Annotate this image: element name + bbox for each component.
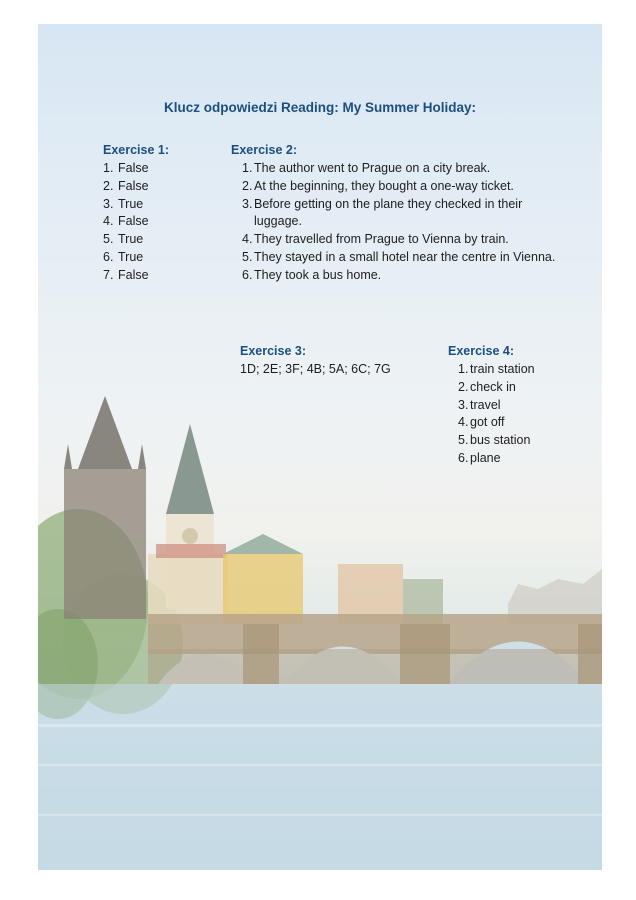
list-item: 4. got off	[458, 415, 505, 430]
exercise-3-answer: 1D; 2E; 3F; 4B; 5A; 6C; 7G	[240, 362, 391, 376]
list-item: 3. True	[103, 196, 144, 211]
list-item: 1. The author went to Prague on a city break.	[242, 161, 491, 175]
list-item: 5. True	[103, 232, 144, 247]
list-item: 5. They stayed in a small hotel near the centre in Vienna.	[242, 249, 556, 264]
list-item: 4. False	[103, 214, 149, 229]
list-item: 2. At the beginning, they bought a one-way ticket.	[242, 178, 514, 193]
list-item: 5. bus station	[458, 433, 531, 448]
list-item: 4. They travelled from Prague to Vienna by train.	[242, 232, 509, 247]
list-item: 6. They took a bus home.	[242, 267, 382, 282]
page-title: Klucz odpowiedzi Reading: My Summer Holiday:	[163, 100, 477, 115]
exercise-3-heading: Exercise 3:	[240, 344, 307, 358]
list-item: 3. Before getting on the plane they checked in their luggage.	[242, 196, 523, 229]
list-item: 6. plane	[458, 450, 501, 465]
exercise-4-heading: Exercise 4:	[448, 344, 515, 358]
worksheet-page	[38, 24, 602, 870]
list-item: 6. True	[103, 249, 144, 264]
exercise-1-heading: Exercise 1:	[103, 143, 170, 157]
exercise-4-answer-list	[458, 361, 588, 468]
exercise-2-heading: Exercise 2:	[231, 143, 298, 157]
list-item: 1. False	[103, 161, 149, 175]
list-item: 2. check in	[458, 379, 516, 394]
list-item: 3. travel	[458, 397, 501, 412]
list-item: 7. False	[103, 267, 149, 282]
exercise-2-answer-list	[242, 160, 562, 285]
list-item: 1. train station	[458, 362, 535, 376]
list-item: 2. False	[103, 178, 149, 193]
exercise-1-answer-list	[103, 160, 213, 285]
